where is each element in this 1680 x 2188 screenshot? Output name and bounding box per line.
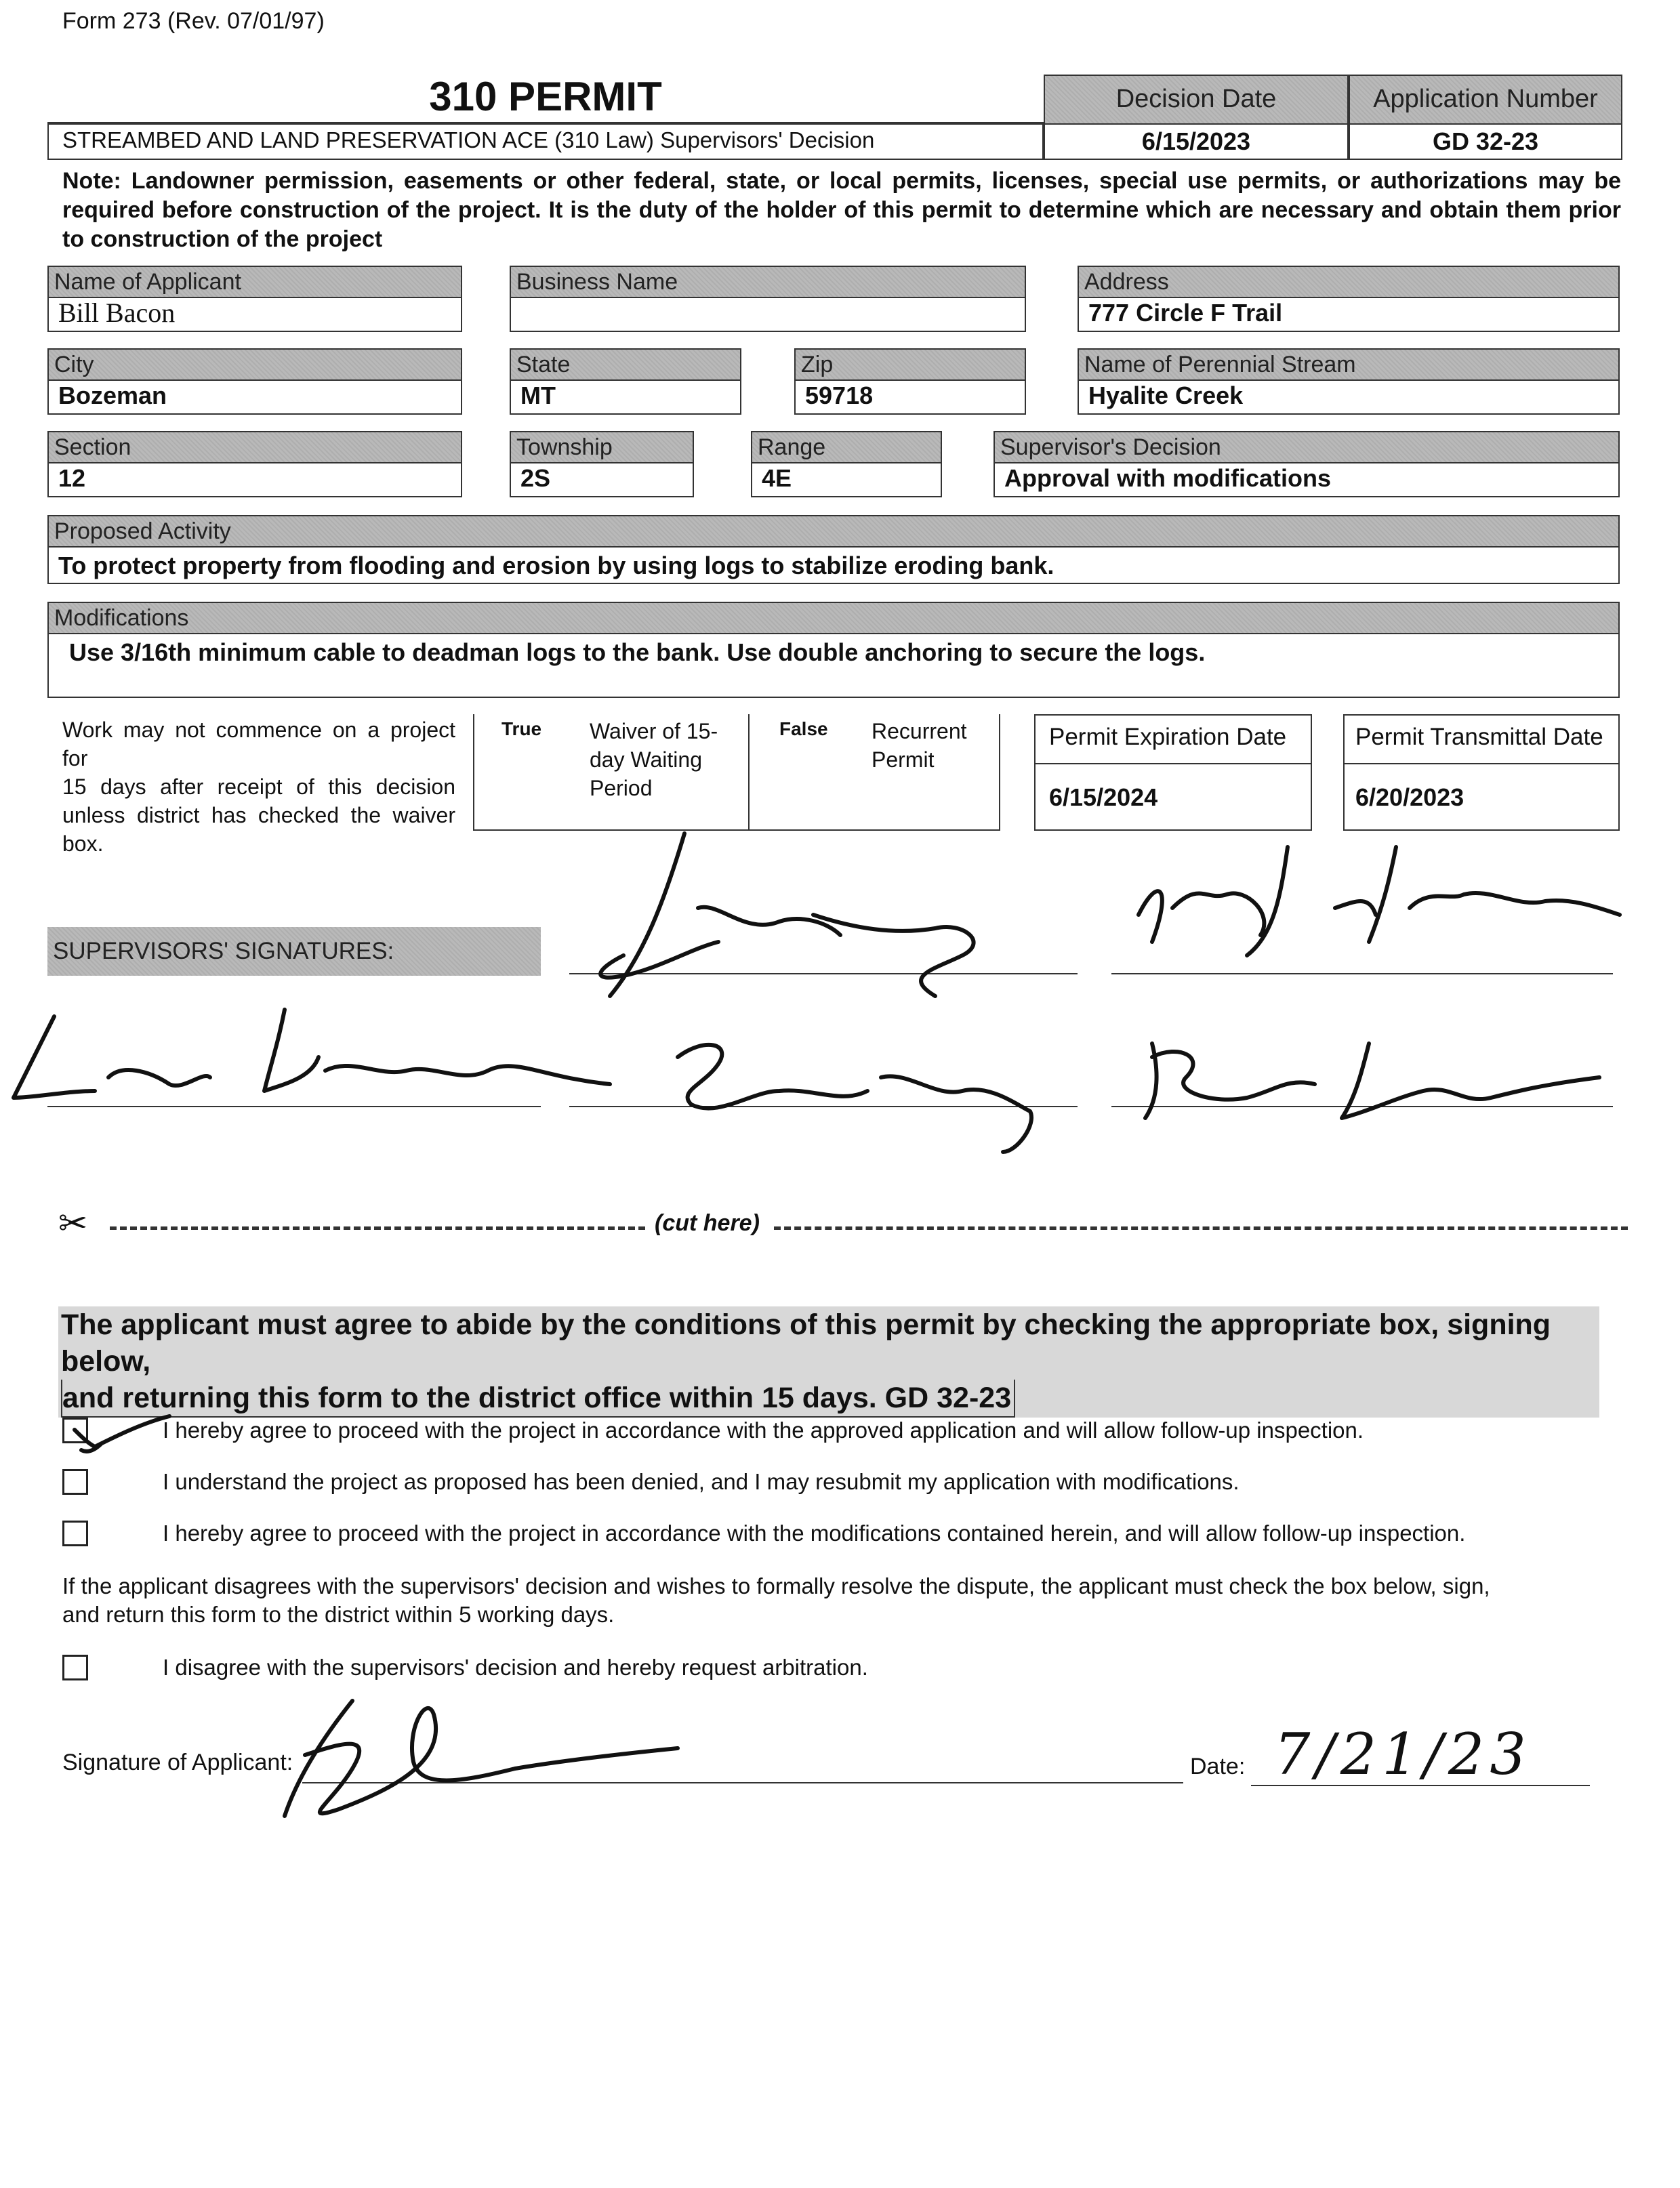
waiver-label — [590, 717, 718, 802]
township-label: Township — [510, 431, 694, 462]
recurrent-label-line: Permit — [872, 747, 935, 772]
applicant-signature — [258, 1674, 691, 1836]
transmittal-value: 6/20/2023 — [1355, 783, 1464, 811]
waiver-label-line: Period — [590, 776, 653, 800]
applicant-value: Bill Bacon — [47, 297, 462, 332]
range-value: 4E — [751, 462, 942, 497]
business-value — [510, 297, 1026, 332]
decision-date-label: Decision Date — [1044, 75, 1349, 123]
agreement-heading — [58, 1306, 1599, 1418]
activity-value: To protect property from flooding and erosion by using logs to stabilize eroding bank. — [47, 546, 1620, 584]
arbitration-text: I disagree with the supervisors' decision and hereby request arbitration. — [163, 1655, 868, 1680]
stream-value: Hyalite Creek — [1078, 379, 1620, 415]
page-title: 310 PERMIT — [429, 74, 662, 119]
state-value: MT — [510, 379, 741, 415]
address-value: 777 Circle F Trail — [1078, 297, 1620, 332]
option-denied-checkbox[interactable] — [62, 1469, 88, 1495]
applicant-signature-label: Signature of Applicant: — [62, 1750, 293, 1775]
landowner-note: Note: Landowner permission, easements or other federal, state, or local permits, licenses, special use permits, or authorizations may be required before construction of the project. It is the duty of the holder of this permit to determine which are necessary and obtain them prior to construction of the project — [62, 168, 1621, 252]
transmittal-label: Permit Transmittal Date — [1355, 724, 1603, 750]
transmittal-divider — [1343, 763, 1620, 764]
dispute-text — [62, 1572, 1621, 1629]
modifications-value: Use 3/16th minimum cable to deadman logs to the bank. Use double anchoring to secure the logs. — [47, 633, 1620, 698]
date-value: 7/21/23 — [1274, 1721, 1532, 1788]
decision-value: Approval with modifications — [993, 462, 1620, 497]
application-number-value: GD 32-23 — [1349, 123, 1622, 160]
date-label: Date: — [1190, 1754, 1246, 1779]
signature-blankenship — [0, 989, 637, 1125]
section-value: 12 — [47, 462, 462, 497]
recurrent-value: False — [779, 718, 828, 739]
waiver-label-line: Waiver of 15- — [590, 719, 718, 743]
zip-label: Zip — [794, 348, 1026, 379]
range-label: Range — [751, 431, 942, 462]
option-approved-text: I hereby agree to proceed with the project in accordance with the approved application and will allow follow-up inspection. — [163, 1418, 1364, 1443]
dispute-line: If the applicant disagrees with the supervisors' decision and wishes to formally resolve the dispute, the applicant must check the box below, sign, — [62, 1573, 1490, 1598]
signature-gang — [583, 820, 1044, 1023]
signature-logan — [1111, 1016, 1626, 1138]
signature-hansen — [1111, 833, 1626, 969]
waiting-notice-line: unless district has checked the waiver — [62, 803, 455, 827]
waiver-value: True — [501, 718, 542, 739]
waiting-notice-line: Work may not commence on a project for — [62, 718, 455, 770]
applicant-label: Name of Applicant — [47, 266, 462, 297]
expiration-divider — [1034, 763, 1312, 764]
option-modifications-text: I hereby agree to proceed with the project in accordance with the modifications contained herein, and will allow follow-up inspection. — [163, 1521, 1466, 1546]
waiting-notice — [62, 716, 455, 858]
dispute-line: and return this form to the district within 5 working days. — [62, 1602, 615, 1627]
section-label: Section — [47, 431, 462, 462]
decision-label: Supervisor's Decision — [993, 431, 1620, 462]
agreement-heading-line: and returning this form to the district office within 15 days. GD 32-23 — [61, 1380, 1015, 1418]
activity-label: Proposed Activity — [47, 515, 1620, 546]
recurrent-label-line: Recurrent — [872, 719, 967, 743]
cut-here-text: (cut here) — [655, 1210, 760, 1236]
expiration-label: Permit Expiration Date — [1049, 724, 1287, 750]
arbitration-checkbox[interactable] — [62, 1655, 88, 1680]
application-number-label: Application Number — [1349, 75, 1622, 123]
waiting-notice-line: box. — [62, 831, 104, 856]
signatures-label: SUPERVISORS' SIGNATURES: — [47, 927, 541, 976]
cut-line-left — [110, 1226, 645, 1230]
signature-line — [1111, 973, 1613, 974]
form-number: Form 273 (Rev. 07/01/97) — [62, 8, 325, 34]
subtitle: STREAMBED AND LAND PRESERVATION ACE (310 Law) Supervisors' Decision — [62, 127, 875, 152]
business-label: Business Name — [510, 266, 1026, 297]
waiver-label-line: day Waiting — [590, 747, 702, 772]
state-label: State — [510, 348, 741, 379]
city-label: City — [47, 348, 462, 379]
address-label: Address — [1078, 266, 1620, 297]
recurrent-label — [872, 717, 967, 774]
scissors-icon: ✂ — [58, 1203, 88, 1244]
modifications-label: Modifications — [47, 602, 1620, 633]
stream-label: Name of Perennial Stream — [1078, 348, 1620, 379]
waiting-notice-line: 15 days after receipt of this decision — [62, 775, 455, 799]
city-value: Bozeman — [47, 379, 462, 415]
option-modifications-checkbox[interactable] — [62, 1521, 88, 1546]
option-denied-text: I understand the project as proposed has been denied, and I may resubmit my application with modifications. — [163, 1469, 1239, 1494]
signature-swinney — [651, 1016, 1071, 1165]
township-value: 2S — [510, 462, 694, 497]
expiration-value: 6/15/2024 — [1049, 783, 1158, 811]
zip-value: 59718 — [794, 379, 1026, 415]
cut-line-right — [774, 1226, 1628, 1230]
decision-date-value: 6/15/2023 — [1044, 123, 1349, 160]
agreement-heading-line: The applicant must agree to abide by the conditions of this permit by checking the appropriate box, signing below, — [61, 1308, 1551, 1378]
